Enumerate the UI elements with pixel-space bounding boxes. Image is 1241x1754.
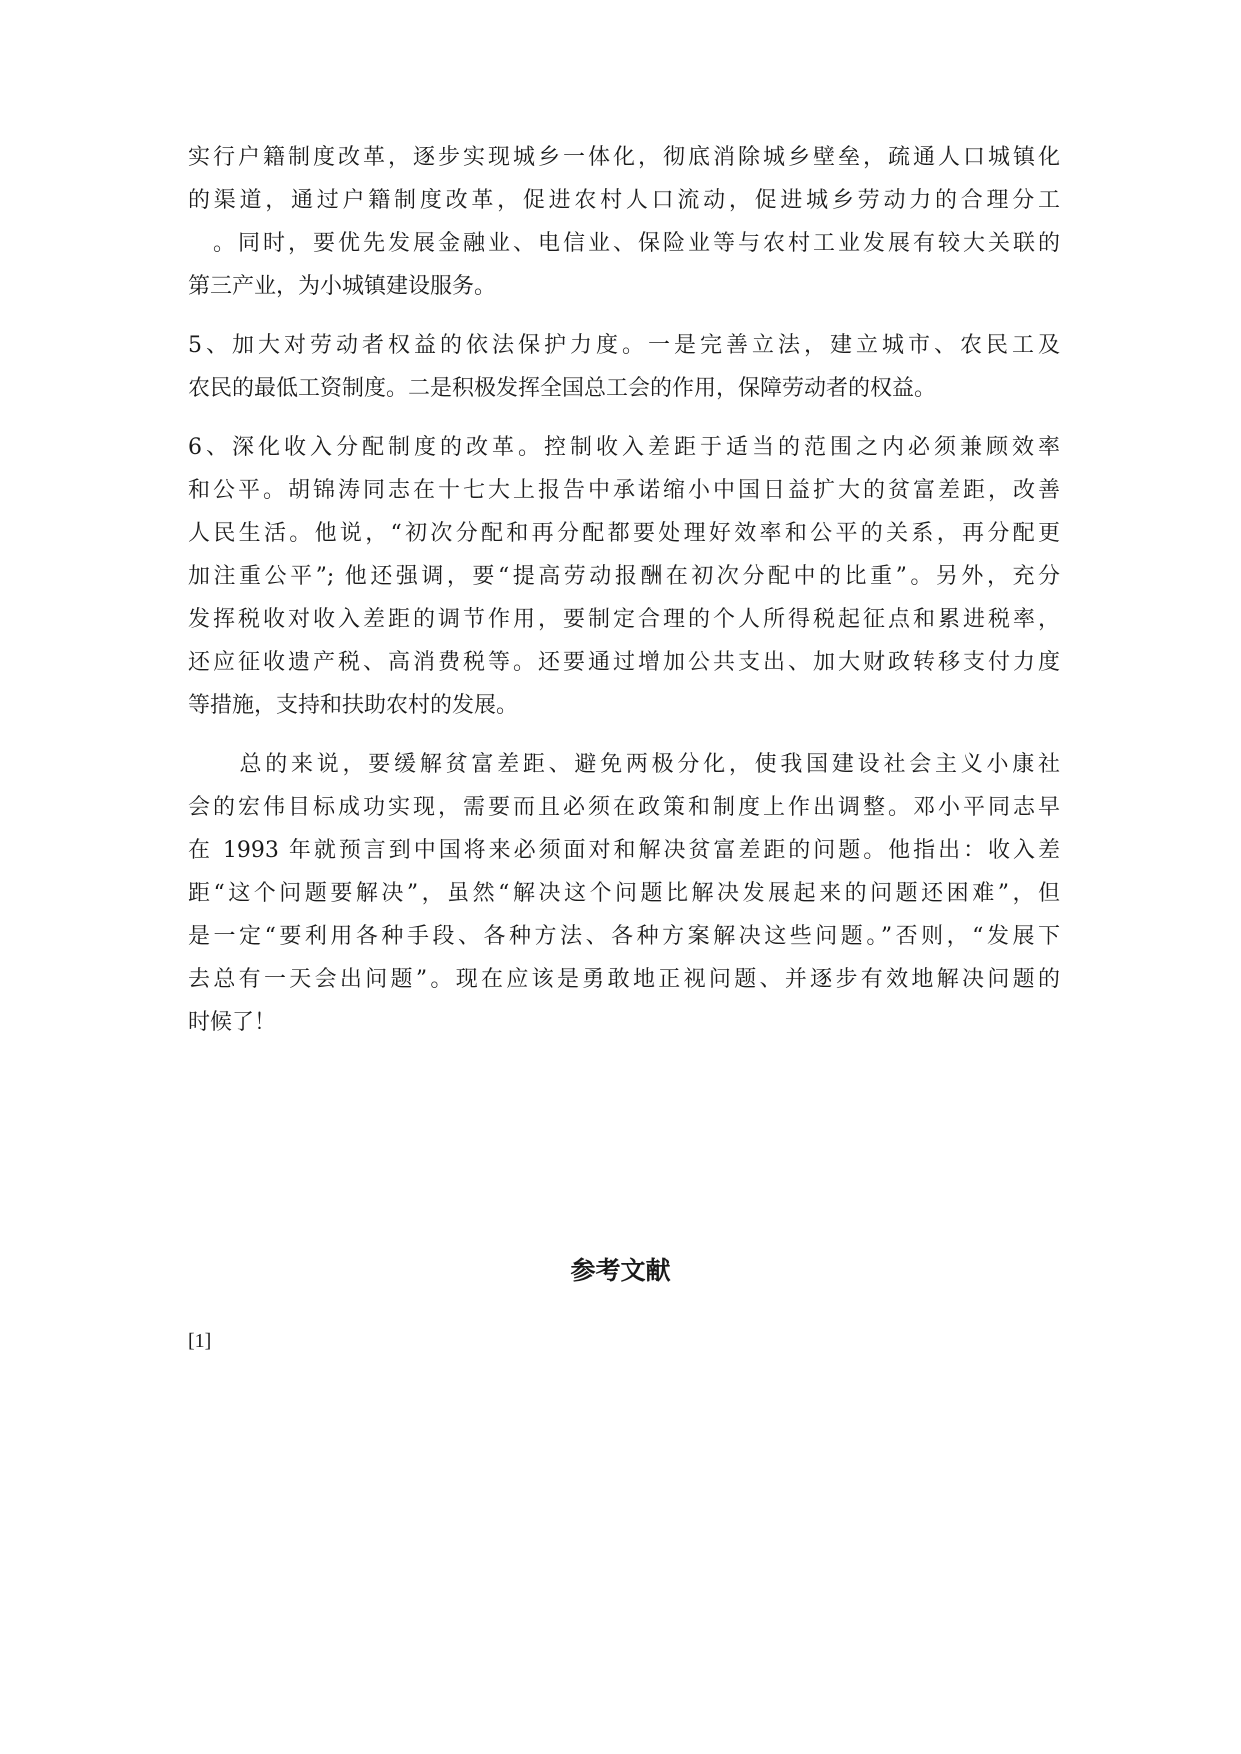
body-line-9: 人民生活。他说，“初次分配和再分配都要处理好效率和公平的关系，再分配更 (188, 521, 1060, 546)
body-line-18: 是一定“要利用各种手段、各种方法、各种方案解决这些问题。”否则，“发展下 (188, 924, 1060, 949)
body-line-2: 的渠道，通过户籍制度改革，促进农村人口流动，促进城乡劳动力的合理分工 (188, 188, 1060, 213)
body-line-3: 。同时，要优先发展金融业、电信业、保险业等与农村工业发展有较大关联的 (188, 231, 1060, 256)
reference-item: [1] (188, 1330, 212, 1352)
body-line-1: 实行户籍制度改革，逐步实现城乡一体化，彻底消除城乡壁垒，疏通人口城镇化 (188, 145, 1060, 170)
body-line-17: 距“这个问题要解决”，虽然“解决这个问题比解决发展起来的问题还困难”，但 (188, 881, 1060, 906)
body-line-14: 总的来说，要缓解贫富差距、避免两极分化，使我国建设社会主义小康社 (188, 752, 1060, 777)
body-line-16: 在 1993 年就预言到中国将来必须面对和解决贫富差距的问题。他指出：收入差 (188, 838, 1060, 863)
body-line-11: 发挥税收对收入差距的调节作用，要制定合理的个人所得税起征点和累进税率， (188, 607, 1060, 632)
body-line-19: 去总有一天会出问题”。现在应该是勇敢地正视问题、并逐步有效地解决问题的 (188, 967, 1060, 992)
body-line-5: 5、加大对劳动者权益的依法保护力度。一是完善立法，建立城市、农民工及 (188, 333, 1060, 358)
references-heading: 参考文献 (570, 1256, 671, 1285)
body-line-4: 第三产业，为小城镇建设服务。 (188, 274, 497, 299)
body-line-6: 农民的最低工资制度。二是积极发挥全国总工会的作用，保障劳动者的权益。 (188, 376, 937, 401)
body-line-10: 加注重公平”; 他还强调，要“提高劳动报酬在初次分配中的比重”。另外，充分 (188, 564, 1060, 589)
body-line-8: 和公平。胡锦涛同志在十七大上报告中承诺缩小中国日益扩大的贫富差距，改善 (188, 478, 1060, 503)
body-line-15: 会的宏伟目标成功实现，需要而且必须在政策和制度上作出调整。邓小平同志早 (188, 795, 1060, 820)
body-line-20: 时候了！ (188, 1010, 277, 1035)
body-line-7: 6、深化收入分配制度的改革。控制收入差距于适当的范围之内必须兼顾效率 (188, 435, 1060, 460)
body-line-13: 等措施，支持和扶助农村的发展。 (188, 693, 519, 718)
body-line-12: 还应征收遗产税、高消费税等。还要通过增加公共支出、加大财政转移支付力度 (188, 650, 1060, 675)
